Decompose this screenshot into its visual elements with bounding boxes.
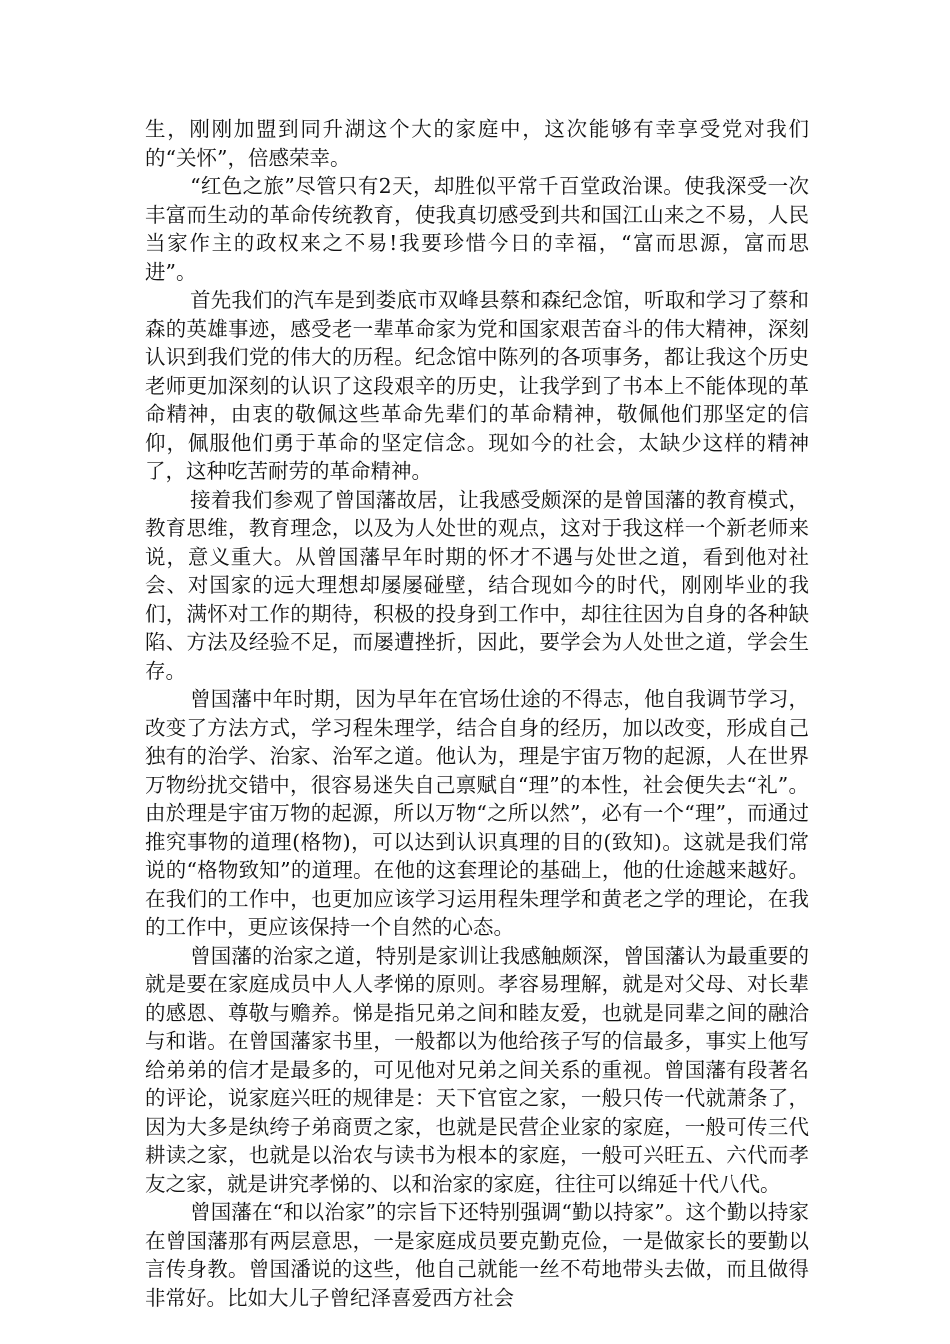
paragraph-1: 生，刚刚加盟到同升湖这个大的家庭中，这次能够有幸享受党对我们的“关怀”，倍感荣幸。 xyxy=(145,117,809,170)
paragraph-6: 曾国藩的治家之道，特别是家训让我感触颇深，曾国藩认为最重要的就是要在家庭成员中人人孝悌的原则。孝容易理解，就是对父母、对长辈的感恩、尊敬与赡养。悌是指兄弟之间和睦友爱，也就是同辈之间的融洽与和谐。在曾国藩家书里，一般都以为他给孩子写的信最多，事实上他写给弟弟的信才是最多的，可见他对兄弟之间关系的重视。曾国藩有段著名的评论，说家庭兴旺的规律是：天下官宦之家，一般只传一代就萧条了，因为大多是纨绔子弟商贾之家，也就是民营企业家的家庭，一般可传三代耕读之家，也就是以治农与读书为根本的家庭，一般可兴旺五、六代而孝友之家，就是讲究孝悌的、以和治家的家庭，往往可以绵延十代八代。 xyxy=(145,943,809,1196)
document-page xyxy=(145,115,809,1312)
paragraph-2: “红色之旅”尽管只有2天，却胜似平常千百堂政治课。使我深受一次丰富而生动的革命传统教育，使我真切感受到共和国江山来之不易，人民当家作主的政权来之不易!我要珍惜今日的幸福，“富而思源，富而思进”。 xyxy=(145,174,809,284)
paragraph-3: 首先我们的汽车是到娄底市双峰县蔡和森纪念馆，听取和学习了蔡和森的英雄事迹，感受老一辈革命家为党和国家艰苦奋斗的伟大精神，深刻认识到我们党的伟大的历程。纪念馆中陈列的各项事务，都让我这个历史老师更加深刻的认识了这段艰辛的历史，让我学到了书本上不能体现的革命精神，由衷的敬佩这些革命先辈们的革命精神，敬佩他们那坚定的信仰，佩服他们勇于革命的坚定信念。现如今的社会，太缺少这样的精神了，这种吃苦耐劳的革命精神。 xyxy=(145,288,809,483)
paragraph-4: 接着我们参观了曾国藩故居，让我感受颇深的是曾国藩的教育模式，教育思维，教育理念，以及为人处世的观点，这对于我这样一个新老师来说，意义重大。从曾国藩早年时期的怀才不遇与处世之道，看到他对社会、对国家的远大理想却屡屡碰壁，结合现如今的时代，刚刚毕业的我们，满怀对工作的期待，积极的投身到工作中，却往往因为自身的各种缺陷、方法及经验不足，而屡遭挫折，因此，要学会为人处世之道，学会生存。 xyxy=(145,487,809,683)
paragraph-7: 曾国藩在“和以治家”的宗旨下还特别强调“勤以持家”。这个勤以持家在曾国藩那有两层意思，一是家庭成员要克勤克俭，一是做家长的要勤以言传身教。曾国潘说的这些，他自己就能一丝不苟地带头去做，而且做得非常好。比如大儿子曾纪泽喜爱西方社会 xyxy=(145,1200,809,1310)
paragraph-5: 曾国藩中年时期，因为早年在官场仕途的不得志，他自我调节学习，改变了方法方式，学习程朱理学，结合自身的经历，加以改变，形成自己独有的治学、治家、治军之道。他认为，理是宇宙万物的起源，人在世界万物纷扰交错中，很容易迷失自己禀赋自“理”的本性，社会便失去“礼”。由於理是宇宙万物的起源，所以万物“之所以然”，必有一个“理”，而通过推究事物的道理(格物)，可以达到认识真理的目的(致知)。这就是我们常说的“格物致知”的道理。在他的这套理论的基础上，他的仕途越来越好。在我们的工作中，也更加应该学习运用程朱理学和黄老之学的理论，在我的工作中，更应该保持一个自然的心态。 xyxy=(145,687,809,939)
